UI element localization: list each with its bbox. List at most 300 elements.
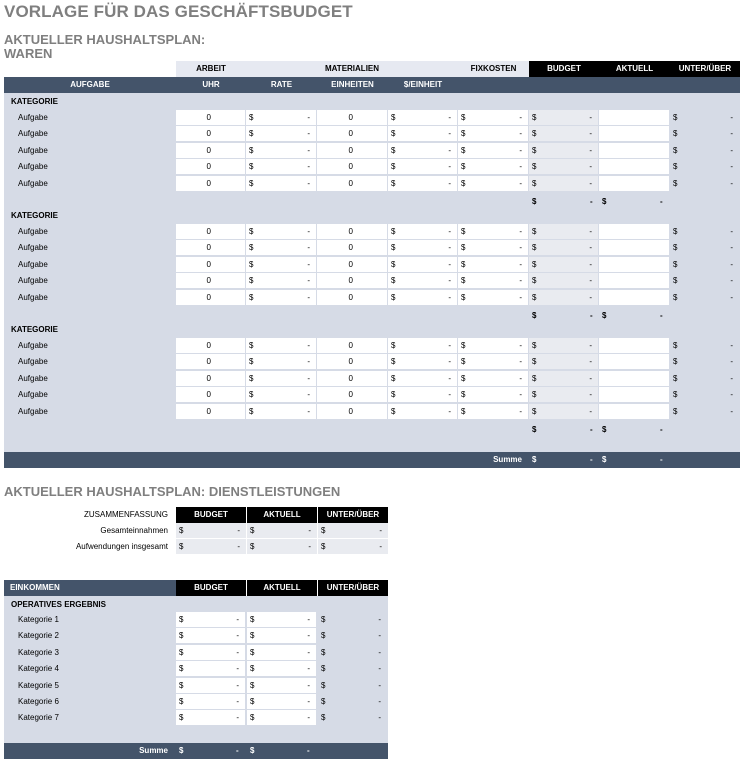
variance-value: - — [730, 292, 733, 302]
income-actual-cell[interactable] — [247, 612, 317, 628]
income-variance-value: - — [378, 680, 381, 690]
income-budget-dollar: $ — [179, 697, 184, 706]
variance-value: - — [730, 406, 733, 416]
income-total-actual-dollar: $ — [250, 746, 255, 755]
budget-value: - — [589, 178, 592, 188]
task-label: Aufgabe — [18, 227, 48, 236]
income-actual-value: - — [307, 647, 310, 657]
fixed-costs-value: - — [519, 373, 522, 383]
income-actual-dollar: $ — [250, 664, 255, 674]
rate-cell[interactable] — [246, 176, 317, 192]
hours-cell[interactable] — [176, 290, 246, 306]
units-cell[interactable] — [317, 143, 388, 159]
variance-dollar: $ — [673, 406, 678, 416]
budget-dollar: $ — [532, 145, 537, 155]
subtotal-budget-value: - — [590, 197, 593, 206]
income-budget-value: - — [236, 664, 239, 674]
variance-cell — [670, 290, 740, 306]
income-actual-cell[interactable] — [247, 645, 317, 661]
fixed-costs-cell[interactable] — [458, 257, 529, 273]
fixed-costs-cell[interactable] — [458, 290, 529, 306]
task-label: Aufgabe — [18, 129, 48, 139]
income-budget-cell[interactable] — [176, 612, 246, 628]
hours-value: 0 — [206, 259, 211, 269]
income-actual-value: - — [307, 680, 310, 690]
summary-actual-cell — [247, 539, 317, 555]
hours-cell[interactable] — [176, 126, 246, 142]
income-budget-value: - — [236, 713, 239, 723]
variance-value: - — [730, 243, 733, 253]
summary-row-label: Gesamteinnahmen — [100, 526, 168, 535]
hours-cell[interactable] — [176, 240, 246, 256]
income-actual-dollar: $ — [250, 647, 255, 657]
rate-dollar: $ — [249, 113, 254, 122]
summary-row-label: Aufwendungen insgesamt — [75, 542, 168, 551]
income-variance-value: - — [378, 615, 381, 624]
task-label: Aufgabe — [18, 162, 48, 172]
rate-dollar: $ — [249, 243, 254, 253]
fixed-costs-cell[interactable] — [458, 387, 529, 403]
per-unit-value: - — [448, 129, 451, 139]
income-budget-value: - — [236, 647, 239, 657]
per-unit-cell[interactable] — [388, 159, 458, 175]
income-actual-cell[interactable] — [247, 628, 317, 644]
units-cell[interactable] — [317, 338, 388, 354]
summary-variance-dollar: $ — [321, 542, 326, 551]
actual-cell[interactable] — [599, 338, 670, 354]
fixed-costs-value: - — [519, 243, 522, 253]
income-variance-dollar: $ — [321, 631, 326, 641]
per-unit-cell[interactable] — [388, 110, 458, 126]
income-variance-value: - — [378, 697, 381, 706]
units-cell[interactable] — [317, 240, 388, 256]
per-unit-value: - — [448, 406, 451, 416]
actual-cell[interactable] — [599, 110, 670, 126]
units-value: 0 — [348, 292, 353, 302]
per-unit-cell[interactable] — [388, 126, 458, 142]
per-unit-value: - — [448, 145, 451, 155]
rate-value: - — [307, 390, 310, 400]
income-budget-cell[interactable] — [176, 678, 246, 694]
fixed-costs-dollar: $ — [461, 243, 466, 253]
rate-dollar: $ — [249, 162, 254, 172]
income-variance-header: UNTER/ÜBER — [318, 580, 388, 596]
fixed-costs-value: - — [519, 162, 522, 172]
hours-cell[interactable] — [176, 371, 246, 387]
rate-dollar: $ — [249, 129, 254, 139]
per-unit-value: - — [448, 162, 451, 172]
income-actual-cell[interactable] — [247, 694, 317, 710]
variance-cell — [670, 273, 740, 289]
hours-cell[interactable] — [176, 176, 246, 192]
actual-cell[interactable] — [599, 257, 670, 273]
per-unit-dollar: $ — [391, 390, 396, 400]
variance-dollar: $ — [673, 292, 678, 302]
variance-cell — [670, 126, 740, 142]
hours-cell[interactable] — [176, 354, 246, 370]
hours-value: 0 — [206, 390, 211, 400]
hours-value: 0 — [206, 341, 211, 350]
income-total-budget-value: - — [236, 746, 239, 755]
per-unit-value: - — [448, 113, 451, 122]
fixed-costs-cell[interactable] — [458, 273, 529, 289]
summary-budget-dollar: $ — [179, 542, 184, 551]
rate-dollar: $ — [249, 145, 254, 155]
summary-actual-value: - — [308, 526, 311, 535]
fixed-costs-cell[interactable] — [458, 224, 529, 240]
goods-heading-line1: AKTUELLER HAUSHALTSPLAN: — [4, 32, 206, 47]
variance-value: - — [730, 259, 733, 269]
variance-cell — [670, 371, 740, 387]
actual-cell[interactable] — [599, 176, 670, 192]
per-unit-cell[interactable] — [388, 290, 458, 306]
actual-cell[interactable] — [599, 354, 670, 370]
per-unit-dollar: $ — [391, 145, 396, 155]
units-cell[interactable] — [317, 126, 388, 142]
units-cell[interactable] — [317, 387, 388, 403]
income-actual-cell[interactable] — [247, 678, 317, 694]
actual-cell[interactable] — [599, 290, 670, 306]
variance-cell — [670, 257, 740, 273]
per-unit-cell[interactable] — [388, 143, 458, 159]
actual-cell[interactable] — [599, 371, 670, 387]
per-unit-dollar: $ — [391, 292, 396, 302]
task-label: Aufgabe — [18, 292, 48, 302]
fixed-costs-cell[interactable] — [458, 240, 529, 256]
hours-value: 0 — [206, 162, 211, 172]
per-unit-dollar: $ — [391, 113, 396, 122]
per-unit-dollar: $ — [391, 129, 396, 139]
variance-value: - — [730, 373, 733, 383]
rate-dollar: $ — [249, 341, 254, 350]
subtotal-budget-value: - — [590, 425, 593, 434]
income-budget-value: - — [236, 697, 239, 706]
summary-variance-value: - — [379, 542, 382, 551]
fixed-costs-dollar: $ — [461, 259, 466, 269]
materials-header: MATERIALIEN — [324, 64, 380, 73]
rate-cell[interactable] — [246, 354, 317, 370]
income-budget-cell[interactable] — [176, 628, 246, 644]
fixed-costs-value: - — [519, 341, 522, 350]
rate-cell[interactable] — [246, 404, 317, 420]
budget-dollar: $ — [532, 292, 537, 302]
budget-value: - — [589, 227, 592, 236]
fixed-costs-dollar: $ — [461, 276, 466, 286]
rate-value: - — [307, 129, 310, 139]
services-heading: AKTUELLER HAUSHALTSPLAN: DIENSTLEISTUNGEN — [4, 484, 341, 499]
goods-total-actual-dollar: $ — [602, 455, 607, 464]
fixed-costs-value: - — [519, 276, 522, 286]
income-variance-cell — [318, 628, 388, 644]
income-budget-cell[interactable] — [176, 645, 246, 661]
per-unit-dollar: $ — [391, 406, 396, 416]
units-value: 0 — [348, 178, 353, 188]
income-budget-cell[interactable] — [176, 694, 246, 710]
hours-cell[interactable] — [176, 338, 246, 354]
fixed-costs-dollar: $ — [461, 162, 466, 172]
actual-cell[interactable] — [599, 159, 670, 175]
actual-cell[interactable] — [599, 224, 670, 240]
budget-value: - — [589, 162, 592, 172]
income-budget-cell[interactable] — [176, 661, 246, 677]
per-unit-value: - — [448, 357, 451, 367]
income-row-label: Kategorie 7 — [18, 713, 59, 723]
budget-cell — [529, 404, 599, 420]
rate-value: - — [307, 227, 310, 236]
units-cell[interactable] — [317, 290, 388, 306]
variance-cell — [670, 224, 740, 240]
fixed-costs-value: - — [519, 390, 522, 400]
units-cell[interactable] — [317, 354, 388, 370]
income-actual-cell[interactable] — [247, 710, 317, 726]
per-unit-cell[interactable] — [388, 240, 458, 256]
income-actual-value: - — [307, 713, 310, 723]
rate-dollar: $ — [249, 227, 254, 236]
rate-value: - — [307, 292, 310, 302]
hours-cell[interactable] — [176, 387, 246, 403]
per-unit-value: - — [448, 373, 451, 383]
units-value: 0 — [348, 341, 353, 350]
subtotal-actual-value: - — [660, 197, 663, 206]
budget-dollar: $ — [532, 162, 537, 172]
income-variance-dollar: $ — [321, 680, 326, 690]
units-value: 0 — [348, 276, 353, 286]
budget-dollar: $ — [532, 243, 537, 253]
rate-value: - — [307, 162, 310, 172]
per-unit-cell[interactable] — [388, 224, 458, 240]
category-label: KATEGORIE — [11, 211, 58, 220]
goods-total-budget-value: - — [590, 455, 593, 464]
rate-value: - — [307, 357, 310, 367]
units-cell[interactable] — [317, 224, 388, 240]
income-budget-header: BUDGET — [176, 580, 246, 596]
summary-actual-header: AKTUELL — [247, 507, 317, 523]
budget-dollar: $ — [532, 259, 537, 269]
rate-cell[interactable] — [246, 224, 317, 240]
summary-variance-header: UNTER/ÜBER — [318, 507, 388, 523]
rate-dollar: $ — [249, 178, 254, 188]
goods-total-bar — [4, 452, 740, 468]
subtotal-actual-dollar: $ — [602, 197, 607, 206]
per-unit-cell[interactable] — [388, 273, 458, 289]
fixed-costs-cell[interactable] — [458, 371, 529, 387]
income-variance-cell — [318, 661, 388, 677]
rate-cell[interactable] — [246, 257, 317, 273]
per-unit-cell[interactable] — [388, 404, 458, 420]
hours-value: 0 — [206, 243, 211, 253]
units-header: EINHEITEN — [331, 80, 374, 89]
actual-header: AKTUELL — [599, 61, 670, 77]
rate-dollar: $ — [249, 390, 254, 400]
rate-cell[interactable] — [246, 371, 317, 387]
actual-cell[interactable] — [599, 126, 670, 142]
rate-cell[interactable] — [246, 338, 317, 354]
hours-value: 0 — [206, 227, 211, 236]
fixed-costs-value: - — [519, 145, 522, 155]
rate-cell[interactable] — [246, 143, 317, 159]
units-value: 0 — [348, 145, 353, 155]
rate-cell[interactable] — [246, 110, 317, 126]
rate-dollar: $ — [249, 406, 254, 416]
subtotal-actual-dollar: $ — [602, 425, 607, 434]
rate-cell[interactable] — [246, 290, 317, 306]
budget-cell — [529, 224, 599, 240]
budget-dollar: $ — [532, 341, 537, 350]
actual-cell[interactable] — [599, 240, 670, 256]
fixed-costs-cell[interactable] — [458, 143, 529, 159]
rate-dollar: $ — [249, 373, 254, 383]
income-actual-value: - — [307, 664, 310, 674]
fixed-costs-cell[interactable] — [458, 338, 529, 354]
per-unit-value: - — [448, 390, 451, 400]
rate-value: - — [307, 243, 310, 253]
actual-cell[interactable] — [599, 404, 670, 420]
variance-dollar: $ — [673, 162, 678, 172]
units-value: 0 — [348, 373, 353, 383]
income-row-label: Kategorie 2 — [18, 631, 59, 641]
summary-actual-cell — [247, 523, 317, 539]
fixed-costs-cell[interactable] — [458, 176, 529, 192]
summary-variance-cell — [318, 523, 388, 539]
per-unit-cell[interactable] — [388, 354, 458, 370]
budget-dollar: $ — [532, 390, 537, 400]
income-budget-cell[interactable] — [176, 710, 246, 726]
summary-actual-dollar: $ — [250, 542, 255, 551]
hours-value: 0 — [206, 178, 211, 188]
goods-heading-line2: WAREN — [4, 46, 53, 61]
budget-cell — [529, 240, 599, 256]
rate-cell[interactable] — [246, 126, 317, 142]
rate-cell[interactable] — [246, 240, 317, 256]
task-label: Aufgabe — [18, 373, 48, 383]
units-cell[interactable] — [317, 110, 388, 126]
units-cell[interactable] — [317, 273, 388, 289]
rate-value: - — [307, 406, 310, 416]
budget-cell — [529, 110, 599, 126]
hours-cell[interactable] — [176, 404, 246, 420]
fixed-costs-cell[interactable] — [458, 126, 529, 142]
summary-budget-dollar: $ — [179, 526, 184, 535]
hours-cell[interactable] — [176, 257, 246, 273]
rate-cell[interactable] — [246, 159, 317, 175]
per-unit-cell[interactable] — [388, 338, 458, 354]
income-budget-value: - — [236, 615, 239, 624]
budget-value: - — [589, 145, 592, 155]
variance-cell — [670, 404, 740, 420]
income-budget-dollar: $ — [179, 680, 184, 690]
budget-dollar: $ — [532, 178, 537, 188]
actual-cell[interactable] — [599, 143, 670, 159]
summary-budget-value: - — [237, 526, 240, 535]
income-row-label: Kategorie 1 — [18, 615, 59, 624]
budget-dollar: $ — [532, 357, 537, 367]
per-unit-cell[interactable] — [388, 176, 458, 192]
income-budget-dollar: $ — [179, 631, 184, 641]
income-variance-cell — [318, 645, 388, 661]
fixed-costs-dollar: $ — [461, 178, 466, 188]
per-unit-cell[interactable] — [388, 371, 458, 387]
income-actual-cell[interactable] — [247, 661, 317, 677]
rate-value: - — [307, 145, 310, 155]
fixed-costs-cell[interactable] — [458, 354, 529, 370]
units-cell[interactable] — [317, 176, 388, 192]
task-label: Aufgabe — [18, 390, 48, 400]
variance-cell — [670, 159, 740, 175]
hours-cell[interactable] — [176, 224, 246, 240]
subtotal-budget-value: - — [590, 311, 593, 320]
hours-cell[interactable] — [176, 143, 246, 159]
units-cell[interactable] — [317, 371, 388, 387]
hours-cell[interactable] — [176, 110, 246, 126]
hours-value: 0 — [206, 113, 211, 122]
task-label: Aufgabe — [18, 276, 48, 286]
hours-cell[interactable] — [176, 159, 246, 175]
hours-value: 0 — [206, 357, 211, 367]
actual-cell[interactable] — [599, 387, 670, 403]
summary-budget-header: BUDGET — [176, 507, 246, 523]
income-actual-dollar: $ — [250, 713, 255, 723]
per-unit-cell[interactable] — [388, 387, 458, 403]
income-budget-dollar: $ — [179, 664, 184, 674]
income-actual-header: AKTUELL — [247, 580, 317, 596]
income-total-bar — [4, 743, 388, 759]
budget-value: - — [589, 292, 592, 302]
income-variance-value: - — [378, 713, 381, 723]
variance-dollar: $ — [673, 227, 678, 236]
income-row-label: Kategorie 4 — [18, 664, 59, 674]
fixed-costs-cell[interactable] — [458, 110, 529, 126]
income-actual-value: - — [307, 631, 310, 641]
fixed-costs-cell[interactable] — [458, 404, 529, 420]
variance-value: - — [730, 276, 733, 286]
hours-cell[interactable] — [176, 273, 246, 289]
rate-cell[interactable] — [246, 273, 317, 289]
budget-cell — [529, 176, 599, 192]
budget-value: - — [589, 243, 592, 253]
budget-cell — [529, 257, 599, 273]
goods-total-actual-value: - — [660, 455, 663, 464]
income-variance-cell — [318, 694, 388, 710]
fixed-costs-value: - — [519, 227, 522, 236]
income-variance-dollar: $ — [321, 647, 326, 657]
units-cell[interactable] — [317, 159, 388, 175]
hours-header: UHR — [202, 80, 220, 89]
variance-dollar: $ — [673, 357, 678, 367]
operating-result-label: OPERATIVES ERGEBNIS — [11, 600, 106, 609]
budget-value: - — [589, 390, 592, 400]
per-unit-dollar: $ — [391, 162, 396, 172]
rate-value: - — [307, 113, 310, 122]
subtotal-actual-value: - — [660, 311, 663, 320]
rate-cell[interactable] — [246, 387, 317, 403]
hours-value: 0 — [206, 373, 211, 383]
variance-dollar: $ — [673, 276, 678, 286]
fixed-costs-dollar: $ — [461, 145, 466, 155]
units-cell[interactable] — [317, 404, 388, 420]
income-budget-dollar: $ — [179, 713, 184, 723]
fixed-costs-cell[interactable] — [458, 159, 529, 175]
units-value: 0 — [348, 227, 353, 236]
task-label: Aufgabe — [18, 259, 48, 269]
variance-value: - — [730, 227, 733, 236]
per-unit-cell[interactable] — [388, 257, 458, 273]
budget-value: - — [589, 341, 592, 350]
variance-cell — [670, 240, 740, 256]
units-cell[interactable] — [317, 257, 388, 273]
per-unit-value: - — [448, 178, 451, 188]
units-value: 0 — [348, 243, 353, 253]
actual-cell[interactable] — [599, 273, 670, 289]
